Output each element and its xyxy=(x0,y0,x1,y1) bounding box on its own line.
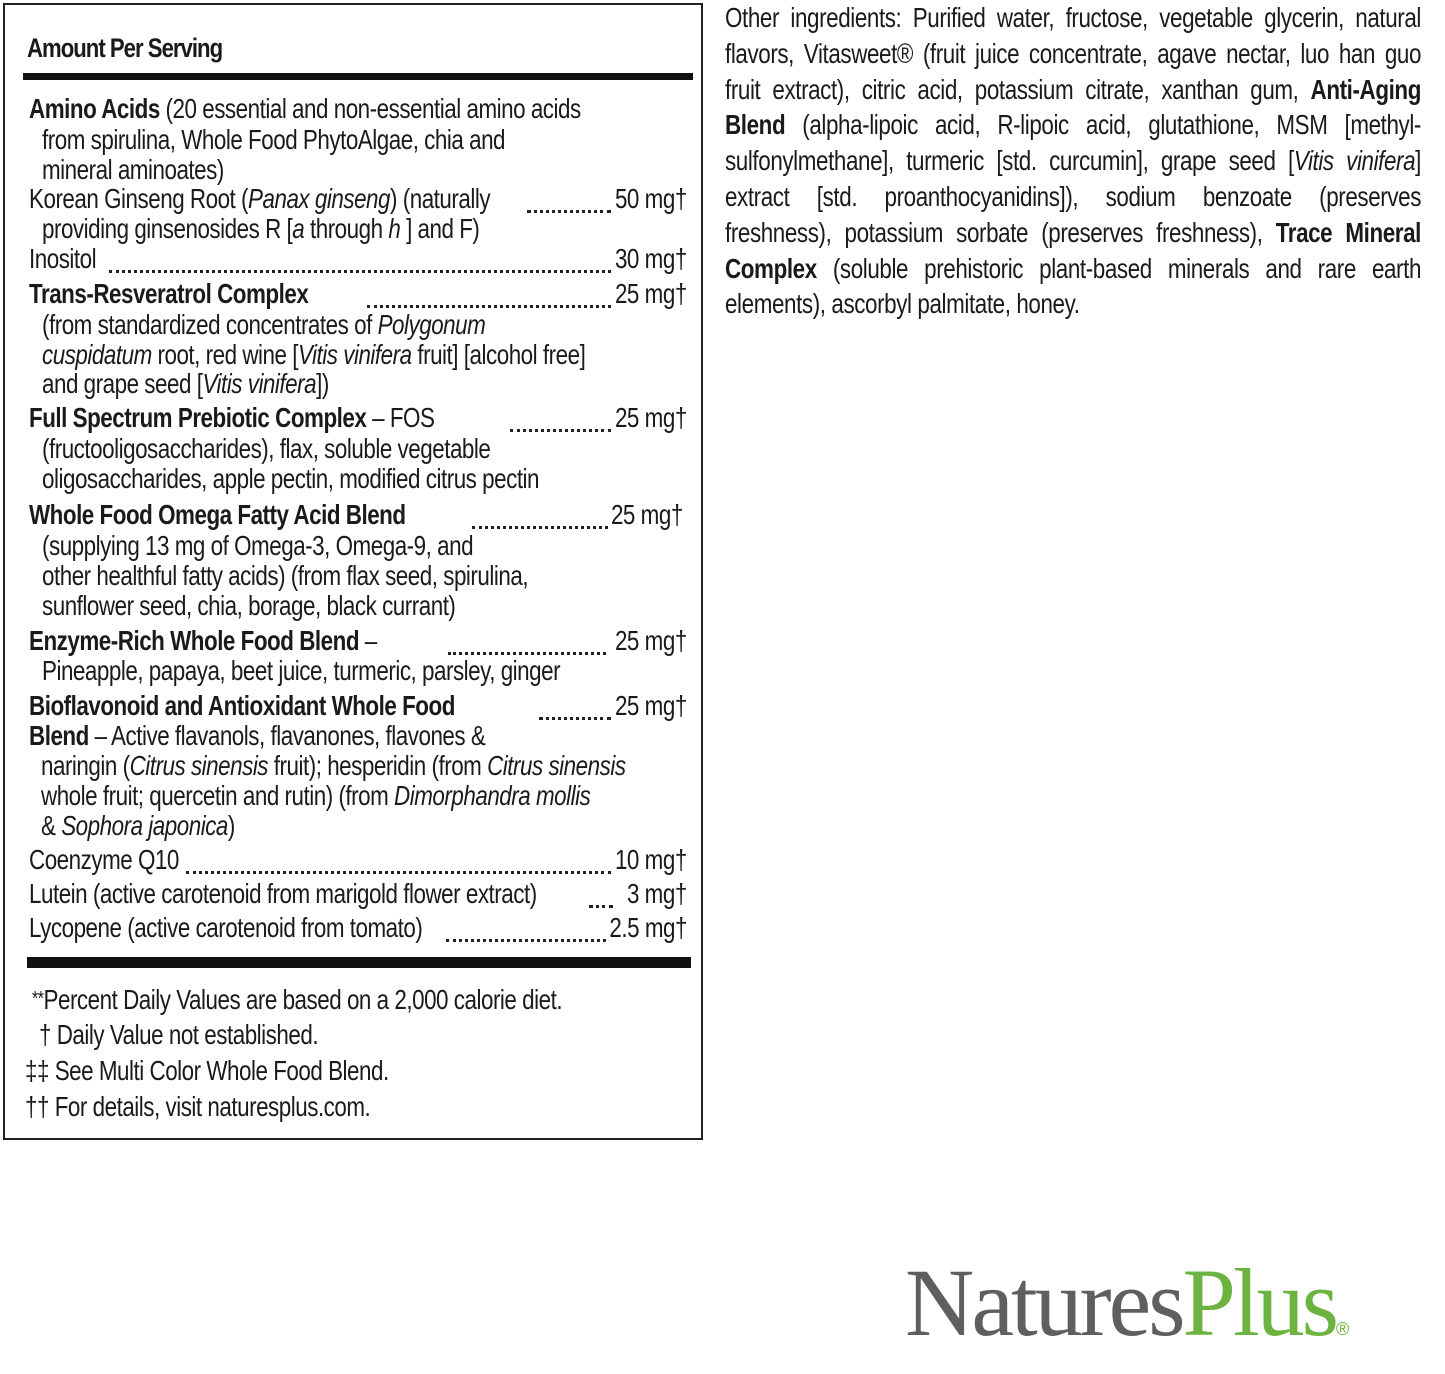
ingredient-trans-resveratrol: Trans-Resveratrol Complex xyxy=(29,278,309,309)
ingredient-coenzyme-q10: Coenzyme Q10 xyxy=(29,844,179,875)
other-ingredients-text: Other ingredients: Purified water, fructose, vegetable glycerin, natural flavors, Vitasweet® (fruit juice concentrate, agave nectar, luo han guo fruit extract), citric acid, potassium citrate, xanthan gum, Anti-Aging Blend (alpha-lipoic acid, R-lipoic acid, glutathione, MSM [methyl-sulfonylmethane], turmeric [std. curcumin], grape seed [Vitis vinifera] extract [std. proanthocyanidins]), sodium benzoate (preserves freshness), potassium sorbate (preserves freshness), Trace Mineral Complex (soluble prehistoric plant-based minerals and rare earth elements), ascorbyl palmitate, honey. xyxy=(725,2,1421,320)
leader-dots xyxy=(589,902,613,908)
ingredient-detail: mineral aminoates) xyxy=(42,154,224,185)
ingredient-detail: naringin (Citrus sinensis fruit); hesperidin (from Citrus sinensis xyxy=(41,750,626,781)
thick-divider xyxy=(23,73,693,80)
footnote: **Percent Daily Values are based on a 2,000 calorie diet. xyxy=(32,984,563,1015)
ingredient-detail: oligosaccharides, apple pectin, modified citrus pectin xyxy=(42,463,540,494)
ingredient-prebiotic-complex: Full Spectrum Prebiotic Complex – FOS xyxy=(29,402,435,433)
ingredient-detail: whole fruit; quercetin and rutin) (from Dimorphandra mollis xyxy=(41,780,591,811)
ingredient-detail: & Sophora japonica) xyxy=(41,810,235,841)
leader-dots xyxy=(186,868,611,874)
ingredient-amount: 2.5 mg† xyxy=(609,912,687,943)
ingredient-detail: and grape seed [Vitis vinifera]) xyxy=(42,368,329,399)
leader-dots xyxy=(367,302,611,308)
leader-dots xyxy=(109,267,611,273)
registered-mark-icon: ® xyxy=(1335,1319,1350,1339)
ingredient-detail: (fructooligosaccharides), flax, soluble vegetable xyxy=(42,433,491,464)
amount-per-serving-header: Amount Per Serving xyxy=(27,33,223,63)
ingredient-bioflavonoid-blend: Bioflavonoid and Antioxidant Whole Food xyxy=(29,690,455,721)
ingredient-amount: 30 mg† xyxy=(615,243,687,274)
logo-text-natures: Natures xyxy=(905,1249,1183,1356)
footnote: ‡‡ See Multi Color Whole Food Blend. xyxy=(25,1055,389,1086)
thick-divider xyxy=(27,957,691,968)
ingredient-amount: 25 mg† xyxy=(611,499,683,530)
naturesplus-logo xyxy=(905,1249,1350,1374)
ingredient-detail: sunflower seed, chia, borage, black currant) xyxy=(42,590,456,621)
ingredient-amount: 3 mg† xyxy=(627,878,687,909)
ingredient-lutein: Lutein (active carotenoid from marigold flower extract) xyxy=(29,878,537,909)
leader-dots xyxy=(539,714,611,720)
ingredient-amount: 10 mg† xyxy=(615,844,687,875)
ingredient-detail: (from standardized concentrates of Polygonum xyxy=(42,309,486,340)
ingredient-detail: cuspidatum root, red wine [Vitis vinifera fruit] [alcohol free] xyxy=(42,339,586,370)
ingredient-amount: 50 mg† xyxy=(615,183,687,214)
ingredient-detail: providing ginsenosides R [a through h ] and F) xyxy=(42,213,480,244)
supplement-facts-panel xyxy=(3,3,703,1140)
ingredient-korean-ginseng: Korean Ginseng Root (Panax ginseng) (naturally xyxy=(29,183,491,214)
ingredient-detail: Blend – Active flavanols, flavanones, flavones & xyxy=(29,720,486,751)
ingredient-amount: 25 mg† xyxy=(615,402,687,433)
ingredient-amount: 25 mg† xyxy=(615,625,687,656)
footnote: †† For details, visit naturesplus.com. xyxy=(25,1091,371,1122)
ingredient-lycopene: Lycopene (active carotenoid from tomato) xyxy=(29,912,423,943)
leader-dots xyxy=(472,523,608,529)
ingredient-detail: from spirulina, Whole Food PhytoAlgae, chia and xyxy=(42,124,506,155)
ingredient-detail: other healthful fatty acids) (from flax seed, spirulina, xyxy=(42,560,529,591)
leader-dots xyxy=(446,936,606,942)
logo-text-plus: Plus xyxy=(1182,1249,1336,1356)
ingredient-inositol: Inositol xyxy=(29,243,97,274)
ingredient-detail: Pineapple, papaya, beet juice, turmeric, parsley, ginger xyxy=(42,655,561,686)
leader-dots xyxy=(510,426,611,432)
ingredient-omega-blend: Whole Food Omega Fatty Acid Blend xyxy=(29,499,406,530)
ingredient-amino-acids: Amino Acids (20 essential and non-essential amino acids xyxy=(29,93,581,124)
footnote: † Daily Value not established. xyxy=(39,1019,319,1050)
leader-dots xyxy=(527,207,611,213)
ingredient-amount: 25 mg† xyxy=(615,278,687,309)
ingredient-enzyme-blend: Enzyme-Rich Whole Food Blend – xyxy=(29,625,377,656)
ingredient-detail: (supplying 13 mg of Omega-3, Omega-9, and xyxy=(42,530,474,561)
ingredient-amount: 25 mg† xyxy=(615,690,687,721)
